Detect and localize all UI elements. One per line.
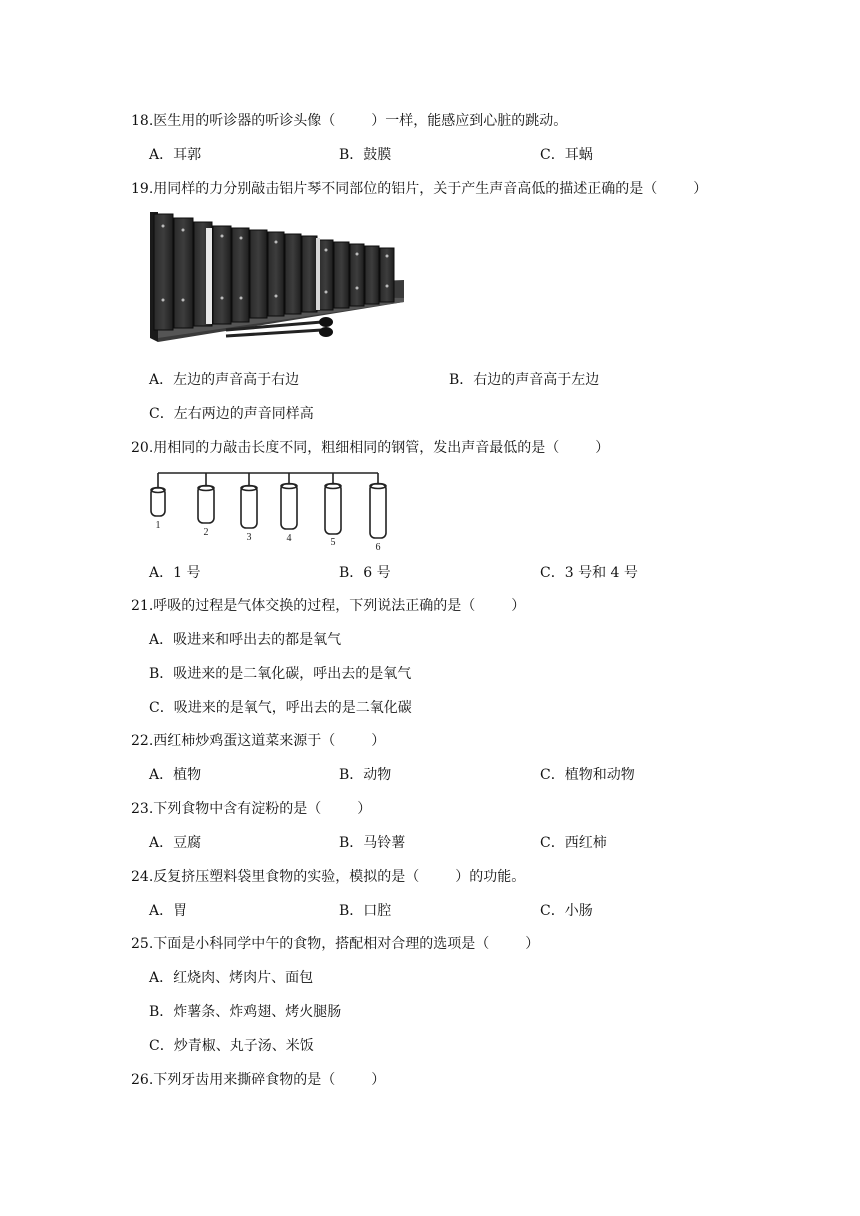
option-a[interactable]: A．吸进来和呼出去的都是氧气 bbox=[149, 632, 342, 648]
question-number: 23. bbox=[131, 801, 154, 817]
option-c[interactable]: C．炒青椒、丸子汤、米饭 bbox=[149, 1038, 314, 1054]
question-number: 25. bbox=[131, 936, 154, 952]
steel-pipes-figure bbox=[146, 466, 396, 554]
question-number: 18. bbox=[131, 113, 154, 129]
question-number: 19. bbox=[131, 181, 154, 197]
pipe-label-5: 5 bbox=[330, 537, 336, 548]
question-text: 西红柿炒鸡蛋这道菜来源于（ bbox=[153, 733, 336, 749]
question-26 bbox=[131, 1071, 385, 1089]
question-number: 21. bbox=[131, 598, 154, 614]
question-18 bbox=[131, 112, 567, 130]
option-c[interactable]: C．左右两边的声音同样高 bbox=[149, 406, 314, 422]
option-c[interactable]: C．西红柿 bbox=[540, 835, 607, 851]
question-24 bbox=[131, 868, 525, 886]
question-text: 下列牙齿用来撕碎食物的是（ bbox=[153, 1072, 336, 1088]
question-text-tail: ） bbox=[525, 936, 540, 952]
pipe-label-4: 4 bbox=[286, 533, 292, 544]
question-text: 下列食物中含有淀粉的是（ bbox=[153, 801, 322, 817]
option-b[interactable]: B．炸薯条、炸鸡翅、烤火腿肠 bbox=[149, 1004, 342, 1020]
option-a[interactable]: A．1 号 bbox=[149, 565, 201, 581]
question-text-tail: ） bbox=[595, 440, 610, 456]
option-b[interactable]: B．吸进来的是二氧化碳，呼出去的是氧气 bbox=[149, 666, 412, 682]
question-number: 22. bbox=[131, 733, 154, 749]
option-c[interactable]: C．小肠 bbox=[540, 903, 593, 919]
option-c[interactable]: C．植物和动物 bbox=[540, 767, 635, 783]
option-a[interactable]: A．耳郭 bbox=[149, 147, 202, 163]
option-b[interactable]: B．马铃薯 bbox=[339, 835, 406, 851]
option-b[interactable]: B．口腔 bbox=[339, 903, 392, 919]
question-22 bbox=[131, 732, 385, 750]
question-text: 用同样的力分别敲击铝片琴不同部位的铝片，关于产生声音高低的描述正确的是（ bbox=[153, 181, 658, 197]
question-23 bbox=[131, 800, 371, 818]
question-number: 24. bbox=[131, 869, 154, 885]
option-a[interactable]: A．胃 bbox=[149, 903, 188, 919]
pipe-label-6: 6 bbox=[375, 542, 381, 553]
pipe-label-3: 3 bbox=[246, 532, 252, 543]
option-a[interactable]: A．植物 bbox=[149, 767, 202, 783]
question-text: 呼吸的过程是气体交换的过程，下列说法正确的是（ bbox=[153, 598, 476, 614]
question-25 bbox=[131, 935, 539, 953]
question-text-tail: ） bbox=[371, 1072, 386, 1088]
option-b[interactable]: B．6 号 bbox=[339, 565, 391, 581]
question-text: 反复挤压塑料袋里食物的实验，模拟的是（ bbox=[153, 869, 420, 885]
question-text: 医生用的听诊器的听诊头像（ bbox=[153, 113, 336, 129]
option-a[interactable]: A．红烧肉、烤肉片、面包 bbox=[149, 970, 314, 986]
question-19 bbox=[131, 180, 707, 198]
pipe-label-1: 1 bbox=[155, 520, 161, 531]
question-number: 26. bbox=[131, 1072, 154, 1088]
question-text: 下面是小科同学中午的食物，搭配相对合理的选项是（ bbox=[153, 936, 490, 952]
option-c[interactable]: C．3 号和 4 号 bbox=[540, 565, 638, 581]
option-a[interactable]: A．左边的声音高于右边 bbox=[149, 372, 300, 388]
question-text: 用相同的力敲击长度不同，粗细相同的钢管，发出声音最低的是（ bbox=[153, 440, 560, 456]
question-text-tail: ） bbox=[357, 801, 372, 817]
option-b[interactable]: B．右边的声音高于左边 bbox=[449, 372, 600, 388]
question-text-tail: ）的功能。 bbox=[455, 869, 526, 885]
question-text-tail: ） bbox=[371, 733, 386, 749]
question-text-tail: ） bbox=[511, 598, 526, 614]
option-b[interactable]: B．鼓膜 bbox=[339, 147, 392, 163]
question-20 bbox=[131, 439, 609, 457]
question-text-tail: ） bbox=[693, 181, 708, 197]
question-text-tail: ）一样，能感应到心脏的跳动。 bbox=[371, 113, 568, 129]
option-a[interactable]: A．豆腐 bbox=[149, 835, 202, 851]
question-number: 20. bbox=[131, 440, 154, 456]
xylophone-image bbox=[146, 210, 408, 352]
option-c[interactable]: C．吸进来的是氧气，呼出去的是二氧化碳 bbox=[149, 700, 412, 716]
question-21 bbox=[131, 597, 525, 615]
pipe-label-2: 2 bbox=[203, 527, 209, 538]
option-b[interactable]: B．动物 bbox=[339, 767, 392, 783]
option-c[interactable]: C．耳蜗 bbox=[540, 147, 593, 163]
